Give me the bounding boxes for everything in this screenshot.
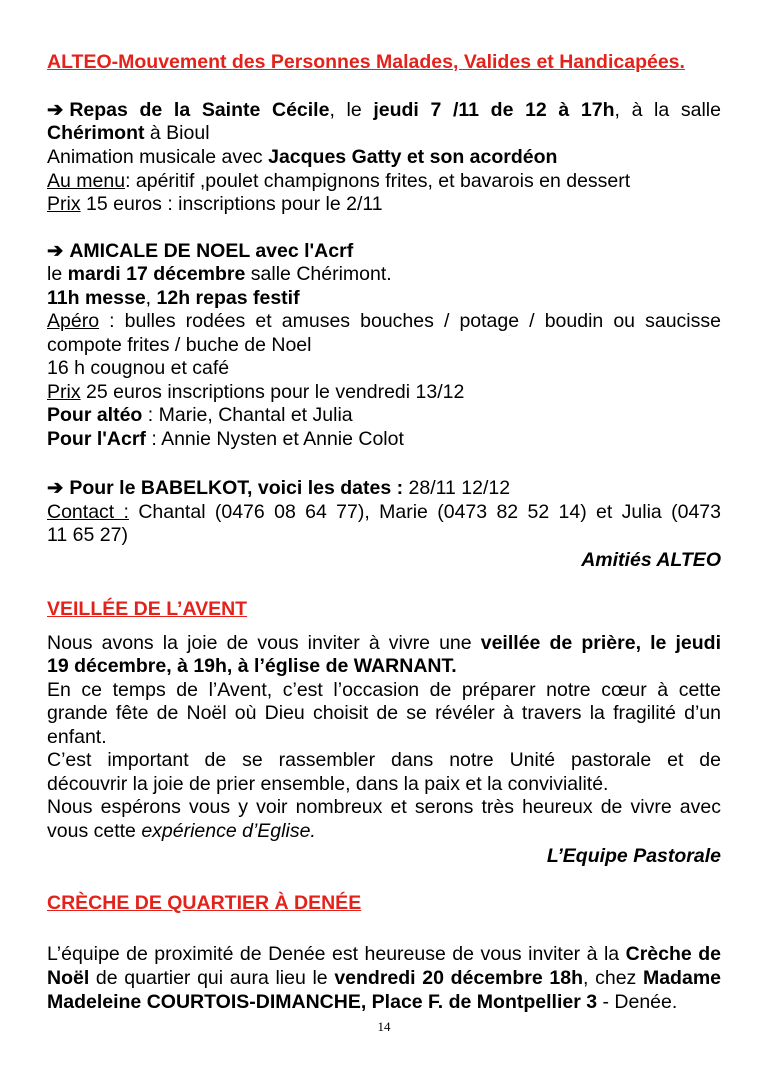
event2-alteo-contacts: Pour altéo : Marie, Chantal et Julia — [47, 404, 353, 426]
event2-acrf-contacts: Pour l'Acrf : Annie Nysten et Annie Colot — [47, 428, 404, 450]
event2-apero-cont: compote frites / buche de Noel — [47, 334, 312, 356]
avent-p3-line2: découvrir la joie de prier ensemble, dans la paix et la convivialité. — [47, 773, 609, 795]
avent-p3-line1: C’est important de se rassembler dans notre Unité pastorale et de — [47, 749, 721, 771]
creche-line2: Noël de quartier qui aura lieu le vendredi 20 décembre 18h, chez Madame — [47, 967, 721, 989]
avent-p2-line1: En ce temps de l’Avent, c’est l’occasion de préparer notre cœur à cette — [47, 679, 721, 701]
event2-title: ➔ AMICALE DE NOEL avec l'Acrf — [47, 240, 354, 262]
page-number: 14 — [377, 1019, 391, 1034]
event2-date: le mardi 17 décembre salle Chérimont. — [47, 263, 392, 285]
avent-p4-line1: Nous espérons vous y voir nombreux et serons très heureux de vivre avec — [47, 796, 721, 818]
event1-animation: Animation musicale avec Jacques Gatty et son acordéon — [47, 146, 558, 168]
event2-apero: Apéro : bulles rodées et amuses bouches / potage / boudin ou saucisse — [47, 310, 721, 332]
event1-line2: Chérimont à Bioul — [47, 122, 210, 144]
avent-p2-line2: grande fête de Noël où Dieu choisit de se révéler à travers la fragilité d’un — [47, 702, 721, 724]
event3-contact: Contact : Chantal (0476 08 64 77), Marie (0473 82 52 14) et Julia (0473 — [47, 501, 721, 523]
creche-heading: CRÈCHE DE QUARTIER À DENÉE — [47, 892, 362, 914]
avent-p2-line3: enfant. — [47, 726, 107, 748]
event2-cougnou: 16 h cougnou et café — [47, 357, 230, 379]
event3-title: ➔ Pour le BABELKOT, voici les dates : 28/11 12/12 — [47, 477, 511, 499]
avent-p4-line2: vous cette expérience d’Eglise. — [47, 820, 316, 842]
avent-p1-line2: 19 décembre, à 19h, à l’église de WARNANT. — [47, 655, 457, 677]
avent-heading: VEILLÉE DE L’AVENT — [47, 598, 248, 620]
event1-line1: ➔ Repas de la Sainte Cécile, le jeudi 7 /11 de 12 à 17h, à la salle — [47, 99, 721, 121]
alteo-signature: Amitiés ALTEO — [581, 549, 721, 571]
avent-signature: L’Equipe Pastorale — [546, 845, 721, 867]
arrow-right-icon: ➔ — [47, 99, 64, 121]
event1-price: Prix 15 euros : inscriptions pour le 2/11 — [47, 193, 383, 215]
event3-contact-cont: 11 65 27) — [47, 524, 128, 546]
arrow-right-icon: ➔ — [47, 477, 64, 499]
creche-line1: L’équipe de proximité de Denée est heureuse de vous inviter à la Crèche de — [47, 943, 721, 965]
event2-price: Prix 25 euros inscriptions pour le vendredi 13/12 — [47, 381, 465, 403]
event2-schedule: 11h messe, 12h repas festif — [47, 287, 300, 309]
creche-line3: Madeleine COURTOIS-DIMANCHE, Place F. de Montpellier 3 - Denée. — [47, 991, 678, 1013]
alteo-heading: ALTEO-Mouvement des Personnes Malades, Valides et Handicapées. — [47, 51, 685, 73]
avent-p1-line1: Nous avons la joie de vous inviter à vivre une veillée de prière, le jeudi — [47, 632, 721, 654]
arrow-right-icon: ➔ — [47, 240, 64, 262]
event1-menu: Au menu: apéritif ,poulet champignons frites, et bavarois en dessert — [47, 170, 631, 192]
